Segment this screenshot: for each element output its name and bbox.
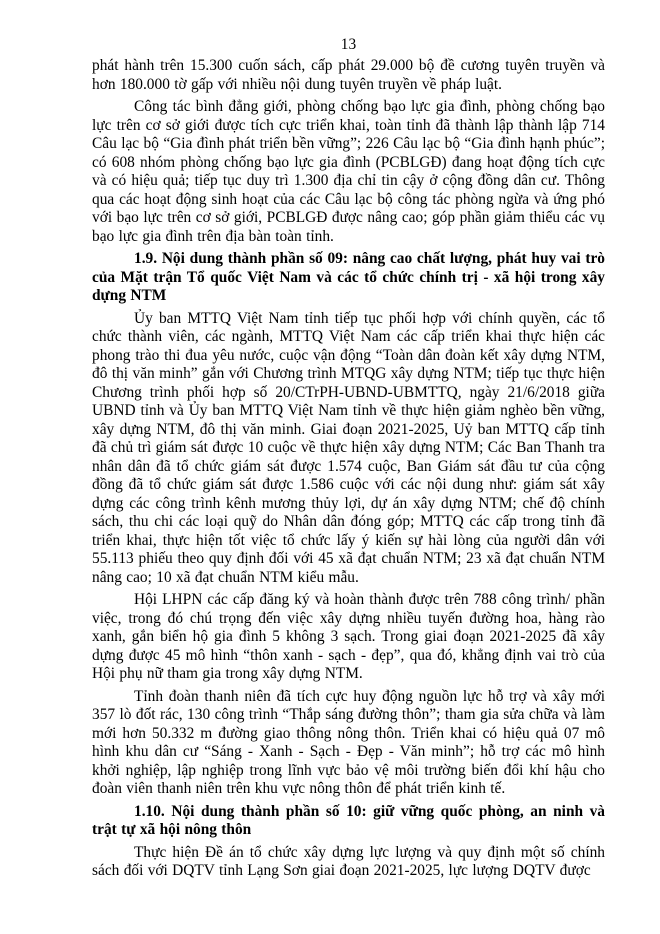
body-paragraph: Hội LHPN các cấp đăng ký và hoàn thành được trên 788 công trình/ phần việc, trong đó chú trọng đến việc xây dựng nhiều tuyến đường hoa, hàng rào xanh, gắn biển hộ gia đình 5 không 3 sạch. Trong giai đoạn 2021-2025 đã xây dựng được 45 mô hình “thôn xanh - sạch - đẹp”, qua đó, khẳng định vai trò của Hội phụ nữ tham gia trong xây dựng NTM. <box>92 591 605 682</box>
body-paragraph: Công tác bình đẳng giới, phòng chống bạo lực gia đình, phòng chống bạo lực trên cơ sở giới được tích cực triển khai, toàn tỉnh đã thành lập thành lập 714 Câu lạc bộ “Gia đình phát triển bền vững”; 226 Câu lạc bộ “Gia đình hạnh phúc”; có 608 nhóm phòng chống bạo lực gia đình (PCBLGĐ) đang hoạt động tích cực và có hiệu quả; tiếp tục duy trì 1.300 địa chỉ tin cậy ở cộng đồng dân cư. Thông qua các hoạt động sinh hoạt của các Câu lạc bộ công tác phòng ngừa và ứng phó với bạo lực trên cơ sở giới, PCBLGĐ được nâng cao; góp phần giảm thiểu các vụ bạo lực gia đình trên địa bàn toàn tỉnh. <box>92 98 605 245</box>
body-paragraph: phát hành trên 15.300 cuốn sách, cấp phát 29.000 bộ đề cương tuyên truyền và hơn 180.000 tờ gấp với nhiều nội dung tuyên truyền về pháp luật. <box>92 57 605 93</box>
page-number: 13 <box>340 36 357 53</box>
section-heading: 1.9. Nội dung thành phần số 09: nâng cao chất lượng, phát huy vai trò của Mặt trận Tổ quốc Việt Nam và các tổ chức chính trị - xã hội trong xây dựng NTM <box>92 250 605 304</box>
body-paragraph: Ủy ban MTTQ Việt Nam tỉnh tiếp tục phối hợp với chính quyền, các tổ chức thành viên, các ngành, MTTQ Việt Nam các cấp triển khai thực hiện các phong trào thi đua yêu nước, cuộc vận động “Toàn dân đoàn kết xây dựng NTM, đô thị văn minh” gắn với Chương trình MTQG xây dựng NTM; tiếp tục thực hiện Chương trình phối hợp số 20/CTrPH-UBND-UBMTTQ, ngày 21/6/2018 giữa UBND tỉnh và Ủy ban MTTQ Việt Nam tỉnh về thực hiện giảm nghèo bền vững, xây dựng NTM, đô thị văn minh. Giai đoạn 2021-2025, Uỷ ban MTTQ cấp tỉnh đã chủ trì giám sát được 10 cuộc về thực hiện xây dựng NTM; Các Ban Thanh tra nhân dân đã tổ chức giám sát được 1.574 cuộc, Ban Giám sát đầu tư của cộng đồng đã tổ chức giám sát được 1.586 cuộc với các nội dung như: giám sát xây dựng các công trình kênh mương thủy lợi, dự án xây dựng NTM; chế độ chính sách, thu chi các loại quỹ do Nhân dân đóng góp; MTTQ các cấp trong tỉnh đã triển khai, thực hiện tốt việc tổ chức lấy ý kiến sự hài lòng của người dân với 55.113 phiếu theo quy định đối với 45 xã đạt chuẩn NTM; 23 xã đạt chuẩn NTM nâng cao; 10 xã đạt chuẩn NTM kiểu mẫu. <box>92 309 605 586</box>
body-paragraph: Tỉnh đoàn thanh niên đã tích cực huy động nguồn lực hỗ trợ và xây mới 357 lò đốt rác, 130 công trình “Thắp sáng đường thôn”; tham gia sửa chữa và làm mới hơn 50.332 m đường giao thông nông thôn. Triển khai có hiệu quả 07 mô hình khu dân cư “Sáng - Xanh - Sạch - Đẹp - Văn minh”; hỗ trợ các mô hình khởi nghiệp, lập nghiệp trong lĩnh vực bảo vệ môi trường biến đổi khí hậu cho đoàn viên thanh niên trên khu vực nông thôn để phát triển kinh tế. <box>92 687 605 797</box>
section-heading: 1.10. Nội dung thành phần số 10: giữ vững quốc phòng, an ninh và trật tự xã hội nông thôn <box>92 802 605 838</box>
document-body <box>92 57 605 881</box>
body-paragraph: Thực hiện Đề án tổ chức xây dựng lực lượng và quy định một số chính sách đối với DQTV tỉnh Lạng Sơn giai đoạn 2021-2025, lực lượng DQTV được <box>92 843 605 879</box>
